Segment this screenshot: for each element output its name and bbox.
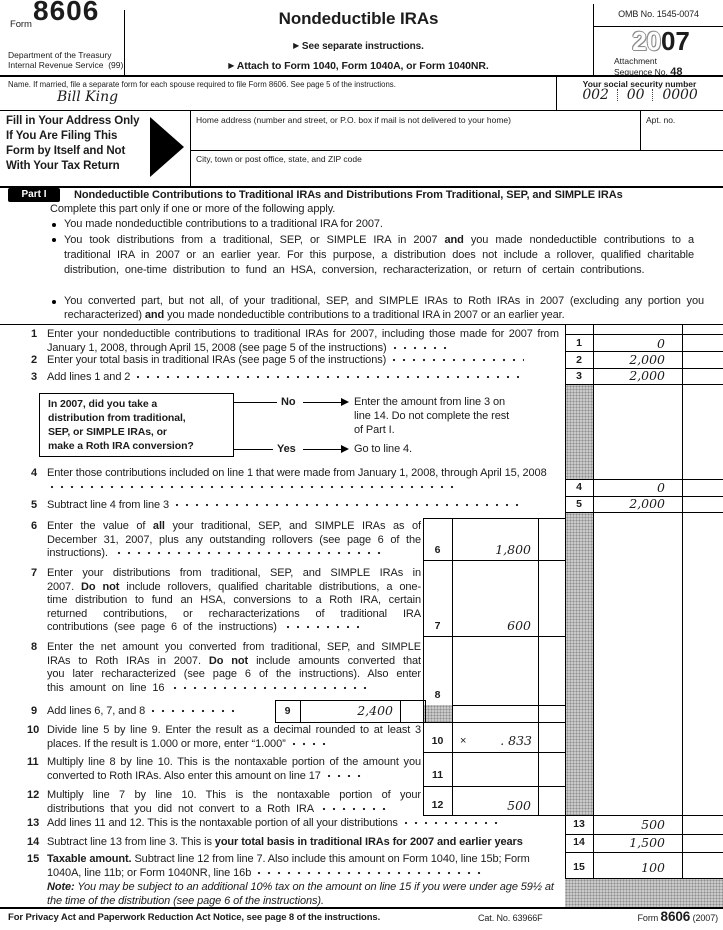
line15-number: 15 (27, 853, 40, 865)
line3-number: 3 (31, 371, 38, 383)
connector (233, 449, 273, 450)
rule (0, 110, 723, 111)
catalog-number: Cat. No. 63966F (478, 913, 543, 923)
arrow-right-icon (341, 445, 349, 453)
part1-badge: Part I (8, 188, 60, 202)
dot-leader (148, 706, 236, 714)
privacy-notice: For Privacy Act and Paperwork Reduction Act Notice, see page 8 of the instructions. (8, 912, 381, 923)
line3-amount[interactable]: 2,000 (629, 368, 665, 383)
line4-number: 4 (31, 467, 38, 479)
sequence-label: Sequence No. 48 (614, 66, 683, 78)
line8-box-number: 8 (434, 689, 441, 701)
connector (303, 449, 341, 450)
line7-amount[interactable]: 600 (507, 618, 531, 633)
rule (565, 334, 723, 335)
dot-leader (133, 372, 521, 380)
arrow-right-icon (341, 398, 349, 406)
note-text: Note: You may be subject to an additional 10% tax on the amount on line 15 if you were under age 59½ at the time of the distribution (see page 6 of the instructions). (47, 881, 554, 907)
form-number: 8606 (33, 0, 100, 26)
line2-amount[interactable]: 2,000 (629, 352, 665, 367)
tax-year: 2007 (632, 26, 690, 56)
rule (275, 722, 565, 723)
bullet-icon (52, 300, 56, 304)
line2-number: 2 (31, 354, 38, 366)
rule (682, 324, 683, 878)
line10-box-number: 10 (431, 735, 444, 747)
bullet-icon (52, 238, 56, 242)
dot-leader (47, 482, 455, 490)
address-sidebar: Fill in Your Address Only If You Are Filing This Form by Itself and Not With Your Tax Return (6, 115, 140, 172)
line12-text: Multiply line 7 by line 10. This is the nontaxable portion of your distributions that you did not convert to a Roth IRA (47, 789, 421, 815)
dot-leader (390, 343, 452, 351)
dot-leader (289, 739, 327, 747)
bullet-icon (52, 223, 56, 227)
name-field[interactable]: Bill King (57, 89, 119, 105)
line13-text: Add lines 11 and 12. This is the nontaxable portion of all your distributions (47, 817, 559, 831)
line7-text: Enter your distributions from traditional, SEP, and SIMPLE IRAs in 2007. Do not include rollovers, qualified charitable distributions, a one-time distribution to fund an HSA, conversions to a Roth IRA, certain returned contributions, or recharacterizations of traditional IRA contributions (see page 6 of the instructions) (47, 567, 422, 633)
rule (190, 110, 191, 186)
bullet-1: You made nondeductible contributions to a traditional IRA for 2007. (64, 218, 383, 230)
ssn-label: Your social security number (582, 79, 697, 89)
footer-form-id: Form 8606 (2007) (637, 909, 718, 924)
line3-text: Add lines 1 and 2 (47, 371, 559, 385)
rule (538, 518, 539, 815)
line1-text: Enter your nondeductible contributions to traditional IRAs for 2007, including those made for 2007 from January 1, 2008, through April 15, 2008 (see page 5 of the instructions) (47, 328, 559, 354)
line14-text: Subtract line 13 from line 3. This is your total basis in traditional IRAs for 2007 and earlier years (47, 836, 523, 848)
home-address-field[interactable] (196, 126, 626, 148)
rule (593, 324, 594, 878)
dot-leader (283, 622, 363, 630)
flowchart-question: In 2007, did you take a distribution from traditional, SEP, or SIMPLE IRAs, or make a Roth IRA conversion? (48, 398, 194, 452)
bullet-3: You converted part, but not all, of your traditional, SEP, and SIMPLE IRAs to Roth IRAs in 2007 (excluding any portion you recharacterized) and you made nondeductible contributions to a traditional IRA in 2007 or an earlier year. (64, 295, 704, 321)
flowchart-question-box (39, 393, 234, 457)
dept-line1: Department of the Treasury (8, 50, 112, 60)
dot-leader (172, 500, 524, 508)
line8-text: Enter the net amount you converted from traditional, SEP, and SIMPLE IRAs to Roth IRAs in 2007. Do not include amounts converted that you later recharacterized (see page 6 of the instructions). Also enter this amount on line 16 (47, 641, 421, 694)
rule (423, 752, 565, 753)
shaded-cell (566, 513, 593, 815)
city-field[interactable] (196, 165, 716, 185)
flowchart-yes-label: Yes (277, 443, 296, 455)
part1-title: Nondeductible Contributions to Traditional IRAs and Distributions From Traditional, SEP, and SIMPLE IRAs (74, 189, 623, 201)
dot-leader (319, 804, 389, 812)
line9-number: 9 (31, 705, 38, 717)
omb-number: OMB No. 1545-0074 (618, 9, 699, 19)
line15-box-number: 15 (573, 861, 585, 873)
line7-box-number: 7 (434, 620, 441, 632)
line2-text: Enter your total basis in traditional IRAs (see page 5 of the instructions) (47, 354, 559, 368)
rule (423, 636, 565, 637)
rule (400, 700, 401, 722)
rule (275, 700, 425, 701)
connector (233, 402, 277, 403)
line5-box-number: 5 (576, 498, 582, 510)
rule (593, 4, 594, 75)
line10-amount[interactable]: . 833 (500, 733, 532, 748)
rule (640, 110, 641, 150)
line5-amount[interactable]: 2,000 (629, 496, 665, 511)
home-address-label: Home address (number and street, or P.O. box if mail is not delivered to your home) (196, 115, 511, 125)
attachment-label: Attachment (614, 56, 657, 66)
rule (556, 75, 557, 110)
dot-leader (401, 818, 501, 826)
shaded-cell (424, 705, 452, 722)
line12-number: 12 (27, 789, 40, 801)
line7-number: 7 (31, 567, 38, 579)
line9-amount[interactable]: 2,400 (357, 703, 393, 718)
line10-number: 10 (27, 724, 40, 736)
attach-line: ▶ Attach to Form 1040, Form 1040A, or Form 1040NR. (228, 60, 489, 72)
line12-amount[interactable]: 500 (507, 798, 531, 813)
rule (452, 518, 453, 815)
flowchart-no-result: Enter the amount from line 3 on line 14. Do not complete the rest of Part I. (354, 396, 510, 436)
rule (300, 700, 301, 722)
form-word: Form (10, 19, 32, 30)
line14-amount[interactable]: 1,500 (629, 835, 665, 850)
rule (423, 786, 565, 787)
arrow-right-icon: ▶ (228, 61, 235, 70)
line14-box-number: 14 (573, 836, 585, 848)
name-label: Name. If married, file a separate form for each spouse required to file Form 8606. See page 5 of the instructions. (8, 80, 396, 89)
dept-line2: Internal Revenue Service (99) (8, 60, 124, 70)
dot-leader (170, 683, 370, 691)
line6-box-number: 6 (434, 544, 441, 556)
line13-box-number: 13 (573, 818, 585, 830)
line4-box-number: 4 (576, 481, 582, 493)
big-right-arrow-icon (150, 117, 184, 177)
form-title: Nondeductible IRAs (278, 9, 439, 28)
line14-number: 14 (27, 836, 40, 848)
rule (0, 324, 723, 325)
ssn-field[interactable]: 002 00 0000 (582, 87, 698, 103)
flowchart-no-label: No (281, 396, 296, 408)
line11-number: 11 (27, 756, 39, 768)
line13-number: 13 (27, 817, 40, 829)
line5-number: 5 (31, 499, 38, 511)
city-label: City, town or post office, state, and ZIP code (196, 154, 362, 164)
connector (303, 402, 341, 403)
line1-number: 1 (31, 328, 38, 340)
apt-field[interactable] (646, 126, 716, 148)
shaded-cell (565, 879, 723, 907)
rule (0, 907, 723, 909)
rule (190, 150, 723, 151)
dot-leader (324, 771, 368, 779)
dot-leader (254, 868, 484, 876)
line12-box-number: 12 (431, 799, 444, 811)
ssn-separator (617, 89, 619, 101)
line9-box-number: 9 (284, 705, 291, 717)
dot-leader (389, 355, 524, 363)
line4-amount[interactable]: 0 (657, 480, 665, 495)
ssn-separator (652, 89, 654, 101)
line3-box-number: 3 (576, 370, 582, 382)
line5-text: Subtract line 4 from line 3 (47, 499, 559, 513)
rule (423, 518, 565, 519)
line8-number: 8 (31, 641, 38, 653)
rule (0, 186, 723, 188)
line2-box-number: 2 (576, 354, 582, 366)
rule (423, 815, 723, 816)
bullet-2: You took distributions from a traditional, SEP, or SIMPLE IRA in 2007 and you made nondeductible contributions to a traditional IRA in 2007 or an earlier year. For this purpose, a distribution does not include a rollover, qualified charitable distribution, one-time distribution to fund an HSA, conversion, recharacterization, or return of certain contributions. (64, 234, 694, 276)
rule (423, 560, 565, 561)
dot-leader (114, 548, 384, 556)
line15-text: Taxable amount. Subtract line 12 from line 7. Also include this amount on Form 1040, line 15b; Form 1040A, line 11b; or Form 1040NR, line 16b (47, 853, 530, 879)
multiply-sign: × (460, 735, 467, 747)
apt-label: Apt. no. (646, 115, 676, 125)
flowchart-yes-result: Go to line 4. (354, 443, 413, 455)
line15-amount[interactable]: 100 (641, 860, 665, 875)
line11-text: Multiply line 8 by line 10. This is the nontaxable portion of the amount you converted to Roth IRAs. Also enter this amount on line 17 (47, 756, 421, 782)
see-instructions: ▶ See separate instructions. (293, 41, 424, 52)
line1-amount[interactable]: 0 (657, 336, 665, 351)
line1-box-number: 1 (576, 337, 582, 349)
part1-intro: Complete this part only if one or more of the following apply. (50, 203, 336, 215)
shaded-cell (566, 385, 593, 479)
line6-text: Enter the value of all your traditional, SEP, and SIMPLE IRAs as of December 31, 2007, plus any outstanding rollovers (see page 6 of the instructions). (47, 520, 421, 559)
line13-amount[interactable]: 500 (641, 817, 665, 832)
line9-text: Add lines 6, 7, and 8 (47, 705, 272, 719)
line10-text: Divide line 5 by line 9. Enter the result as a decimal rounded to at least 3 places. If the result is 1.000 or more, enter “1.000” (47, 724, 421, 750)
rule (425, 700, 426, 722)
line6-number: 6 (31, 520, 38, 532)
line6-amount[interactable]: 1,800 (495, 542, 531, 557)
arrow-right-icon: ▶ (293, 41, 300, 50)
rule (565, 852, 723, 853)
line11-box-number: 11 (431, 769, 444, 781)
line4-text: Enter those contributions included on line 1 that were made from January 1, 2008, through April 15, 2008 (47, 467, 559, 494)
